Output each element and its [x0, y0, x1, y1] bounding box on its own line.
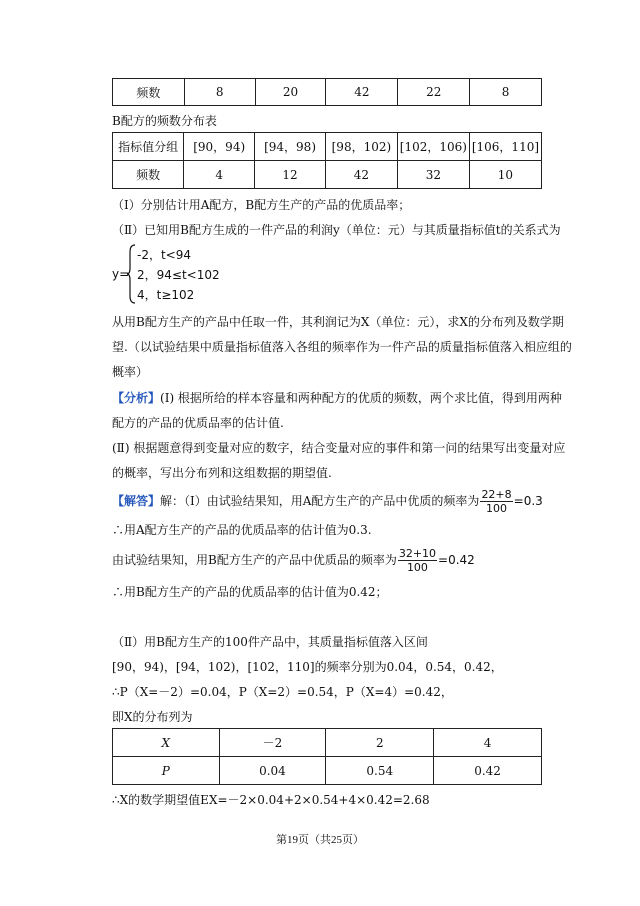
table-row	[113, 79, 542, 106]
question-1: （Ⅰ）分别估计用A配方，B配方生产的产品的优质品率；	[112, 198, 411, 212]
table-cell: 0.54	[326, 757, 434, 785]
distribution-table	[112, 728, 542, 785]
piecewise-case-2: 2，94≤t<102	[137, 268, 220, 282]
fraction-denominator: 100	[486, 502, 508, 515]
fraction	[480, 488, 512, 515]
analysis-line: 配方的产品的优质品率的估计值.	[112, 416, 284, 430]
analysis-text: (Ⅰ) 根据所给的样本容量和两种配方的优质的频数，两个求比值，得到用两种	[160, 391, 562, 405]
analysis-line: 的概率，写出分布列和这组数据的期望值.	[112, 466, 332, 480]
table-row	[113, 729, 542, 757]
question-2: （Ⅱ）已知用B配方生成的一件产品的利润y（单位：元）与其质量指标值t的关系式为	[112, 223, 561, 237]
table-cell: －2	[219, 729, 326, 757]
table-cell: 32	[397, 161, 469, 189]
table-cell: [106，110]	[469, 133, 541, 161]
solution-line: ∴X的数学期望值EX=－2×0.04+2×0.54+4×0.42=2.68	[112, 793, 430, 807]
analysis-line	[112, 389, 562, 406]
solution-text: 解：（Ⅰ）由试验结果知，用A配方生产的产品中优质的频率为	[160, 494, 480, 508]
table-cell: [102，106)	[397, 133, 469, 161]
table-cell: [98，102)	[325, 133, 397, 161]
table-cell: 12	[255, 161, 326, 189]
table-cell: 4	[434, 729, 542, 757]
table-cell: [94，98)	[255, 133, 326, 161]
question-2-cont: 望.（以试验结果中质量指标值落入各组的频率作为一件产品的质量指标值落入相应组的	[112, 340, 572, 354]
solution-line: ∴P（X=－2）=0.04，P（X=2）=0.54，P（X=4）=0.42，	[112, 685, 453, 699]
analysis-line: (Ⅱ) 根据题意得到变量对应的数字，结合变量对应的事件和第一问的结果写出变量对应	[112, 441, 566, 455]
piecewise-case-1: -2，t<94	[137, 248, 191, 262]
table-cell: P	[113, 757, 220, 785]
table-cell: 频数	[113, 79, 185, 106]
table-cell: 指标值分组	[113, 133, 184, 161]
table-cell: 20	[255, 79, 326, 106]
table-cell: 0.42	[434, 757, 542, 785]
table-cell: 频数	[113, 161, 184, 189]
table-cell: 4	[184, 161, 255, 189]
table-row	[113, 161, 542, 189]
solution-line: ∴用A配方生产的产品的优质品率的估计值为0.3.	[112, 523, 372, 537]
table-cell: 22	[398, 79, 470, 106]
solution-text: 由试验结果知，用B配方生产的产品中优质品的频率为	[112, 553, 397, 567]
fraction-result: =0.42	[438, 553, 475, 567]
table-cell: 8	[470, 79, 542, 106]
solution-line: ∴用B配方生产的产品的优质品率的估计值为0.42；	[112, 585, 388, 599]
table-cell: 42	[326, 79, 398, 106]
table-cell: X	[113, 729, 220, 757]
solution-line: [90，94)，[94，102)，[102，110]的频率分别为0.04，0.54，0.42，	[112, 660, 503, 674]
solution-line: （Ⅱ）用B配方生产的100件产品中，其质量指标值落入区间	[112, 635, 428, 649]
solution-line: 即X的分布列为	[112, 710, 193, 724]
table-cell: [90，94)	[184, 133, 255, 161]
fraction-denominator: 100	[406, 561, 428, 574]
solution-line	[112, 547, 475, 574]
table-cell: 0.04	[219, 757, 326, 785]
table-b	[112, 132, 542, 189]
solution-line	[112, 488, 543, 515]
piecewise-case-3: 4，t≥102	[137, 288, 195, 302]
table-cell: 8	[184, 79, 255, 106]
fraction	[398, 547, 437, 574]
fraction-numerator: 32+10	[398, 547, 437, 560]
analysis-tag: 【分析】	[112, 391, 161, 405]
fraction-result: =0.3	[513, 494, 543, 508]
question-2-cont: 概率）	[112, 365, 149, 379]
table-cell: 10	[469, 161, 541, 189]
table-b-title: B配方的频数分布表	[112, 114, 217, 128]
table-a	[112, 78, 542, 106]
fraction-numerator: 22+8	[481, 488, 512, 501]
brace-icon	[126, 244, 136, 304]
question-2-cont: 从用B配方生产的产品中任取一件，其利润记为X（单位：元），求X的分布列及数学期	[112, 315, 564, 329]
table-cell: 42	[325, 161, 397, 189]
piecewise-lhs: y=	[112, 267, 130, 281]
table-row	[113, 757, 542, 785]
table-cell: 2	[326, 729, 434, 757]
table-row	[113, 133, 542, 161]
solution-tag: 【解答】	[112, 494, 161, 508]
page-footer: 第19页（共25页）	[276, 834, 364, 846]
